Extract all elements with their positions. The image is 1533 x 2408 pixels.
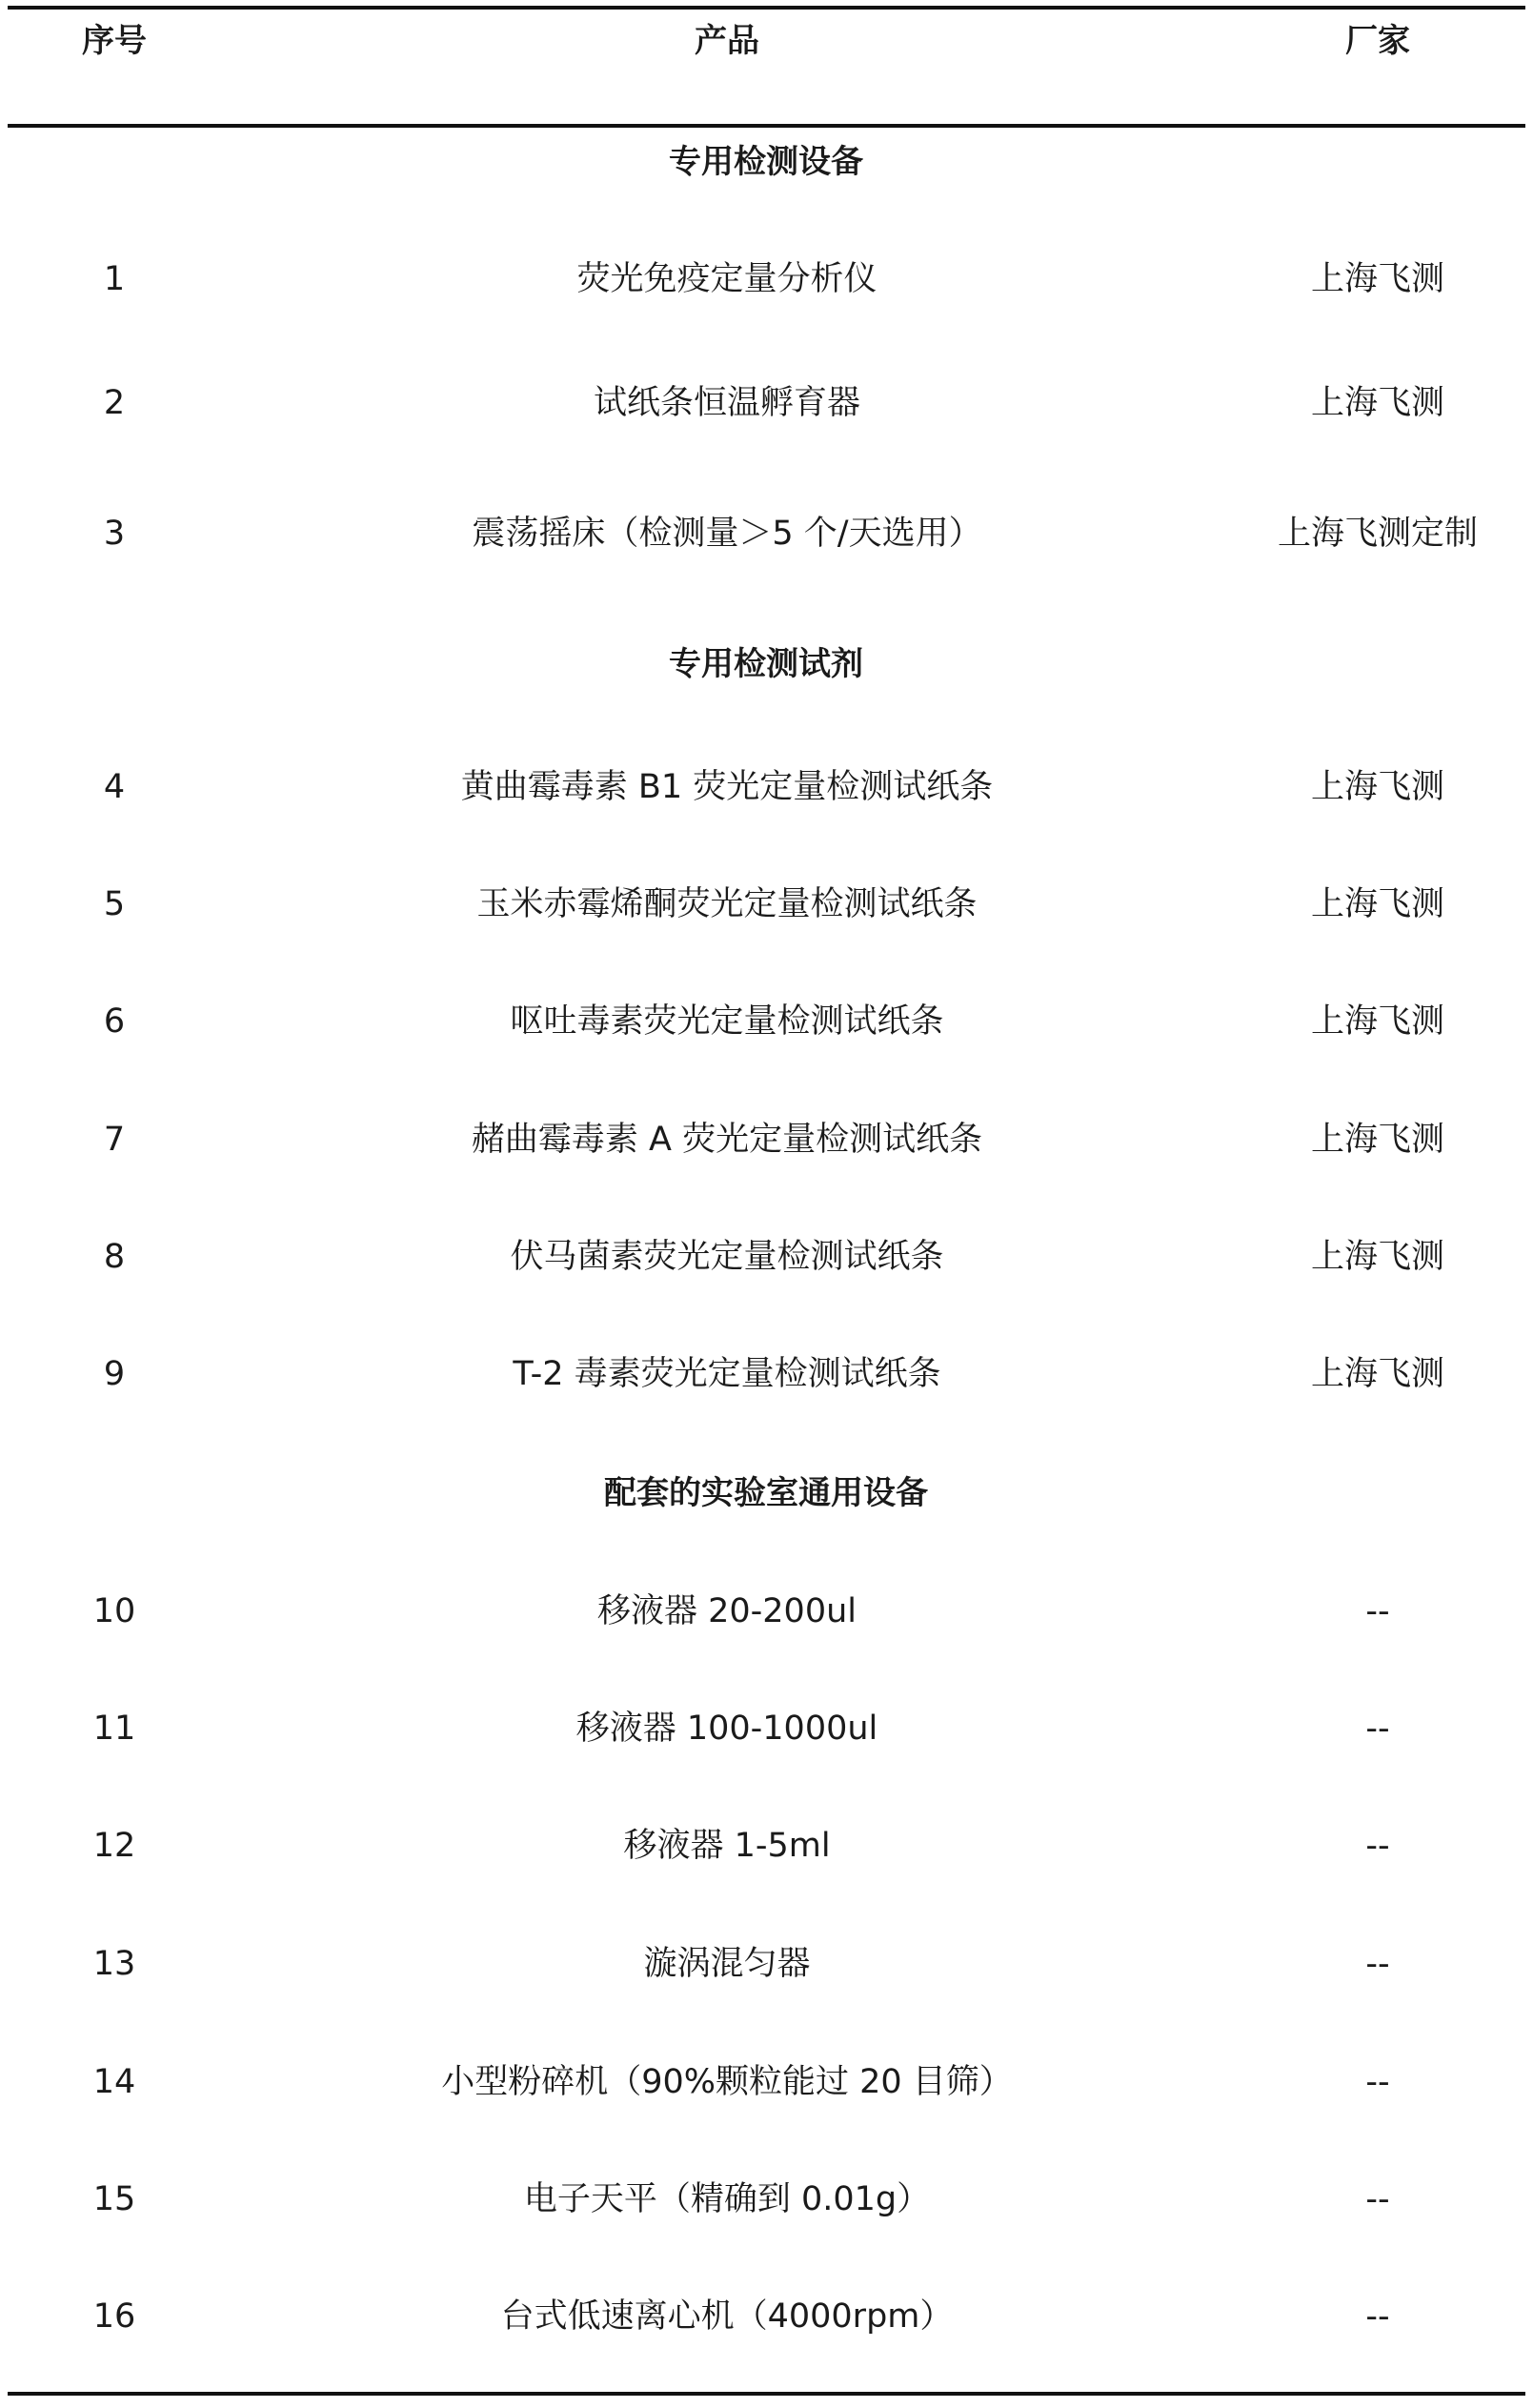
- section-title: 专用检测试剂: [669, 645, 863, 683]
- row-product: 震荡摇床（检测量＞5 个/天选用）: [472, 515, 982, 553]
- row-no: 3: [103, 515, 126, 553]
- row-product: 荧光免疫定量分析仪: [576, 260, 877, 298]
- row-maker: 上海飞测: [1310, 1002, 1445, 1041]
- header-no: 序号: [82, 22, 147, 60]
- row-no: 8: [103, 1238, 126, 1276]
- row-product: 移液器 100-1000ul: [575, 1710, 878, 1748]
- row-maker: 上海飞测定制: [1277, 515, 1479, 553]
- section-title: 配套的实验室通用设备: [604, 1474, 928, 1512]
- row-no: 10: [92, 1592, 136, 1630]
- header-maker: 厂家: [1345, 22, 1410, 60]
- row-product: 呕吐毒素荧光定量检测试纸条: [510, 1002, 944, 1041]
- row-maker: 上海飞测: [1310, 260, 1445, 298]
- row-no: 2: [103, 384, 126, 422]
- section-title: 专用检测设备: [669, 143, 863, 181]
- row-maker: 上海飞测: [1310, 768, 1445, 806]
- row-maker: --: [1365, 1592, 1390, 1630]
- row-no: 9: [103, 1355, 126, 1393]
- row-product: 赭曲霉毒素 A 荧光定量检测试纸条: [471, 1121, 983, 1159]
- table-header-rule: [8, 124, 1525, 128]
- row-product: 移液器 1-5ml: [623, 1827, 831, 1865]
- row-maker: --: [1365, 1710, 1390, 1748]
- row-product: 漩涡混匀器: [643, 1945, 811, 1983]
- row-maker: 上海飞测: [1310, 1238, 1445, 1276]
- row-maker: 上海飞测: [1310, 885, 1445, 923]
- row-maker: --: [1365, 2297, 1390, 2336]
- row-no: 16: [92, 2297, 136, 2336]
- row-product: 移液器 20-200ul: [596, 1592, 857, 1630]
- row-maker: --: [1365, 1945, 1390, 1983]
- row-maker: 上海飞测: [1310, 384, 1445, 422]
- row-product: 伏马菌素荧光定量检测试纸条: [510, 1238, 944, 1276]
- row-no: 11: [92, 1710, 136, 1748]
- row-product: T-2 毒素荧光定量检测试纸条: [513, 1355, 941, 1393]
- row-no: 7: [103, 1121, 126, 1159]
- row-no: 15: [92, 2180, 136, 2218]
- row-maker: 上海飞测: [1310, 1121, 1445, 1159]
- row-maker: --: [1365, 1827, 1390, 1865]
- row-no: 4: [103, 768, 126, 806]
- header-product: 产品: [695, 22, 759, 60]
- row-maker: 上海飞测: [1310, 1355, 1445, 1393]
- row-no: 5: [103, 885, 126, 923]
- table-bottom-rule: [8, 2392, 1525, 2396]
- row-maker: --: [1365, 2180, 1390, 2218]
- row-product: 玉米赤霉烯酮荧光定量检测试纸条: [476, 885, 978, 923]
- row-no: 6: [103, 1002, 126, 1041]
- row-no: 14: [92, 2063, 136, 2101]
- row-product: 黄曲霉毒素 B1 荧光定量检测试纸条: [460, 768, 994, 806]
- row-product: 试纸条恒温孵育器: [593, 384, 861, 422]
- row-product: 小型粉碎机（90%颗粒能过 20 目筛）: [441, 2063, 1013, 2101]
- row-maker: --: [1365, 2063, 1390, 2101]
- row-no: 1: [103, 260, 126, 298]
- row-product: 台式低速离心机（4000rpm）: [500, 2297, 954, 2336]
- row-product: 电子天平（精确到 0.01g）: [523, 2180, 931, 2218]
- row-no: 12: [92, 1827, 136, 1865]
- table-top-rule: [8, 6, 1525, 10]
- row-no: 13: [92, 1945, 136, 1983]
